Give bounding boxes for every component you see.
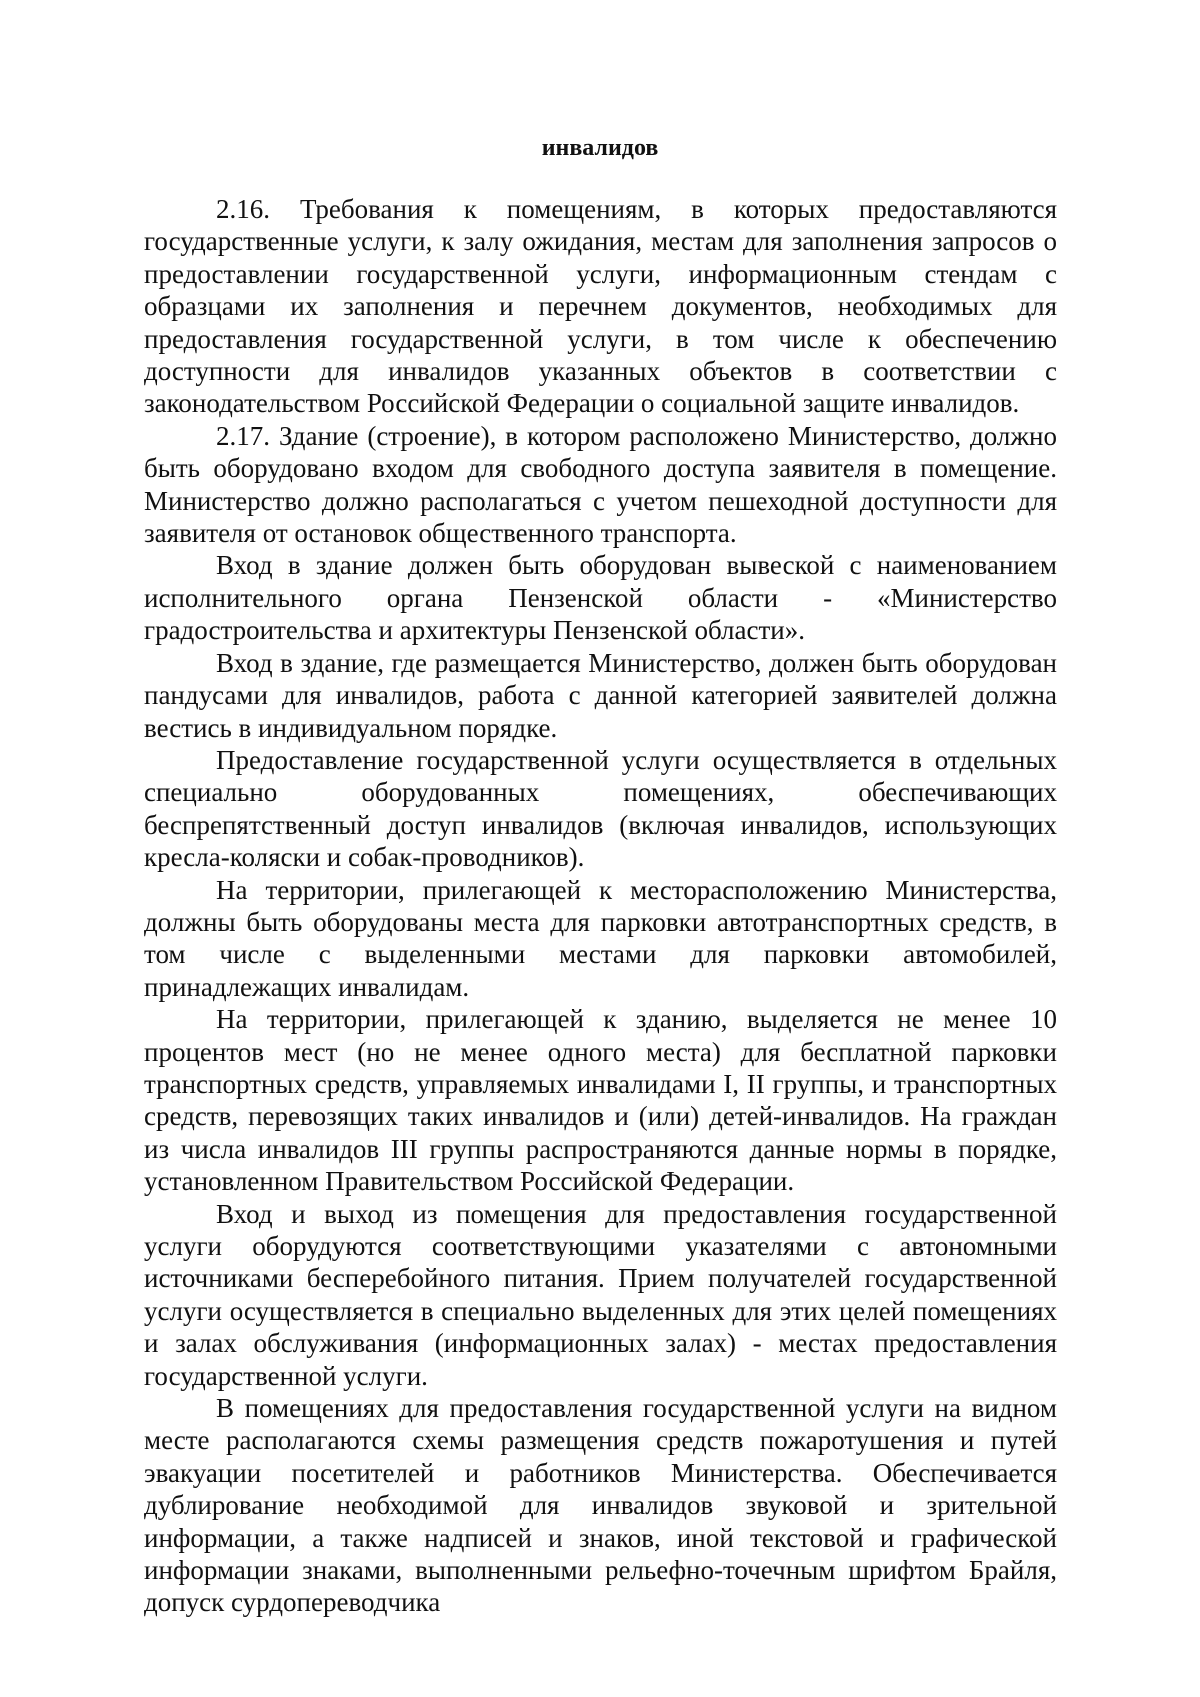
paragraph-parking-places: На территории, прилегающей к месторасположению Министерства, должны быть оборудованы места для парковки автотранспортных средств, в том числе с выделенными местами для парковки автомобилей, принадлежащих инвалидам. <box>144 874 1057 1002</box>
paragraph-entrance-sign: Вход в здание должен быть оборудован вывеской с наименованием исполнительного органа Пензенской области - «Министерство градостроительства и архитектуры Пензенской области». <box>144 550 1057 646</box>
paragraph-ramps: Вход в здание, где размещается Министерство, должен быть оборудован пандусами для инвалидов, работа с данной категорией заявителей должна вестись в индивидуальном порядке. <box>144 647 1057 743</box>
section-heading: инвалидов <box>541 135 659 161</box>
paragraph-entrance-exit: Вход и выход из помещения для предоставления государственной услуги оборудуются соответствующими указателями с автономными источниками бесперебойного питания. Прием получателей государственной услуги осуществляется в специально выделенных для этих целей помещениях и залах обслуживания (информационных залах) - местах предоставления государственной услуги. <box>144 1198 1057 1391</box>
paragraph-parking-quota: На территории, прилегающей к зданию, выделяется не менее 10 процентов мест (но не менее одного места) для бесплатной парковки транспортных средств, управляемых инвалидами I, II группы, и транспортных средств, перевозящих таких инвалидов и (или) детей-инвалидов. На граждан из числа инвалидов III группы распространяются данные нормы в порядке, установленном Правительством Российской Федерации. <box>144 1004 1057 1197</box>
paragraph-evacuation-schemes: В помещениях для предоставления государственной услуги на видном месте располагаются схемы размещения средств пожаротушения и путей эвакуации посетителей и работников Министерства. Обеспечивается дублирование необходимой для инвалидов звуковой и зрительной информации, а также надписей и знаков, иной текстовой и графической информации знаками, выполненными рельефно-точечным шрифтом Брайля, допуск сурдопереводчика <box>144 1393 1057 1618</box>
paragraph-2-16: 2.16. Требования к помещениям, в которых предоставляются государственные услуги, к залу ожидания, местам для заполнения запросов о предоставлении государственной услуги, информационным стендам с образцами их заполнения и перечнем документов, необходимых для предоставления государственной услуги, в том числе к обеспечению доступности для инвалидов указанных объектов в соответствии с законодательством Российской Федерации о социальной защите инвалидов. <box>144 194 1057 419</box>
paragraph-2-17: 2.17. Здание (строение), в котором расположено Министерство, должно быть оборудовано входом для свободного доступа заявителя в помещение. Министерство должно располагаться с учетом пешеходной доступности для заявителя от остановок общественного транспорта. <box>144 420 1057 549</box>
document-body <box>144 193 1057 1619</box>
paragraph-premises-access: Предоставление государственной услуги осуществляется в отдельных специально оборудованных помещениях, обеспечивающих беспрепятственный доступ инвалидов (включая инвалидов, использующих кресла-коляски и собак-проводников). <box>144 744 1057 873</box>
